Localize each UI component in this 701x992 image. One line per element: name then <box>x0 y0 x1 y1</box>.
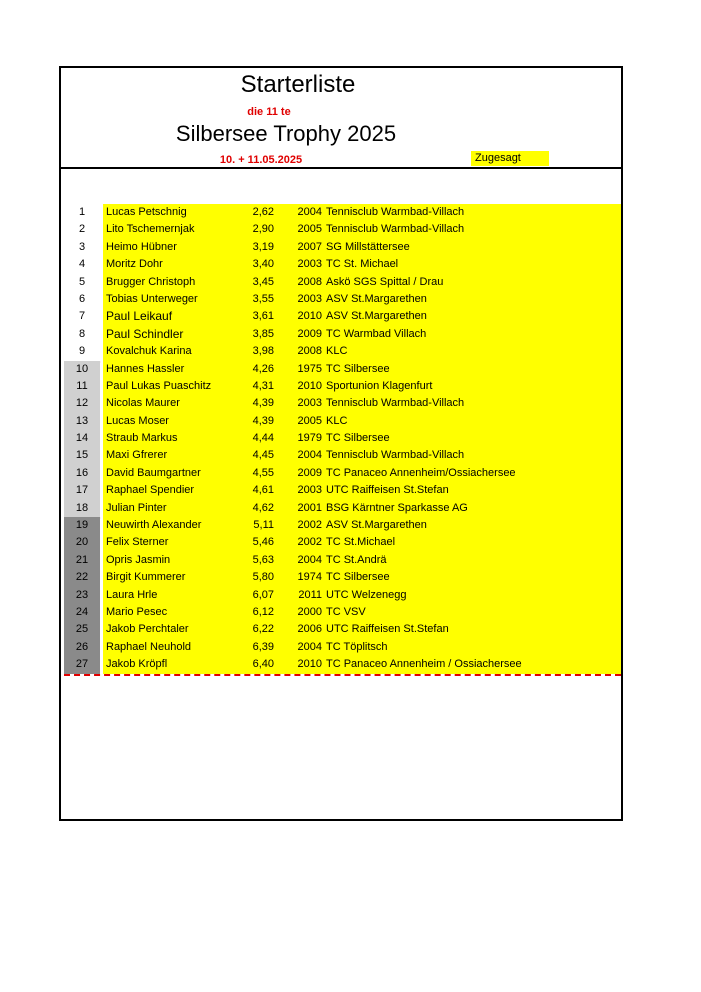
player-rating: 6,07 <box>252 588 274 601</box>
birth-year: 2010 <box>297 658 322 671</box>
player-club: KLC <box>326 345 348 358</box>
player-club: KLC <box>326 414 348 427</box>
player-club: TC Töplitsch <box>326 640 388 653</box>
player-name: Neuwirth Alexander <box>106 519 202 532</box>
rank-number: 17 <box>64 482 100 499</box>
player-rating: 2,62 <box>252 206 274 218</box>
player-club: ASV St.Margarethen <box>326 310 427 323</box>
birth-year: 2009 <box>297 466 322 479</box>
player-rating: 3,45 <box>252 275 274 288</box>
player-rating: 4,26 <box>252 362 274 375</box>
rank-number: 25 <box>64 621 100 638</box>
player-name: Raphael Spendier <box>106 484 195 497</box>
birth-year: 2000 <box>297 605 322 618</box>
player-club: TC VSV <box>326 605 366 618</box>
table-row <box>64 378 621 395</box>
table-row <box>64 221 621 238</box>
player-name: Paul Leikauf <box>106 309 173 324</box>
player-rating: 3,98 <box>252 345 274 358</box>
birth-year: 2004 <box>297 449 322 462</box>
rank-number: 19 <box>64 517 100 534</box>
birth-year: 2005 <box>297 223 322 236</box>
player-club: TC St. Michael <box>326 258 399 271</box>
rank-number: 23 <box>64 587 100 604</box>
birth-year: 2005 <box>297 414 322 427</box>
player-club: UTC Raiffeisen St.Stefan <box>326 484 449 497</box>
player-rating: 4,31 <box>252 379 274 392</box>
birth-year: 1974 <box>297 571 322 584</box>
player-rating: 3,19 <box>252 240 274 253</box>
rank-number: 18 <box>64 500 100 517</box>
player-club: UTC Welzenegg <box>326 588 407 601</box>
player-rating: 3,55 <box>252 292 274 305</box>
player-club: Sportunion Klagenfurt <box>326 379 433 392</box>
birth-year: 2006 <box>297 623 322 636</box>
table-row <box>64 569 621 586</box>
player-name: Heimo Hübner <box>106 240 177 253</box>
birth-year: 2003 <box>297 484 322 497</box>
rank-number: 12 <box>64 395 100 412</box>
table-row <box>64 639 621 656</box>
player-rating: 6,40 <box>252 658 274 671</box>
rank-number: 13 <box>64 413 100 430</box>
player-club: Askö SGS Spittal / Drau <box>326 275 444 288</box>
table-row <box>64 656 621 673</box>
player-rating: 4,39 <box>252 397 274 410</box>
player-rating: 5,63 <box>252 553 274 566</box>
birth-year: 2003 <box>297 258 322 271</box>
header-divider <box>61 167 621 169</box>
table-row <box>64 361 621 378</box>
player-name: David Baumgartner <box>106 466 201 479</box>
player-rating: 5,11 <box>253 519 274 532</box>
player-name: Nicolas Maurer <box>106 397 180 410</box>
player-club: ASV St.Margarethen <box>326 519 427 532</box>
player-name: Felix Sterner <box>106 536 169 549</box>
player-name: Mario Pesec <box>106 605 168 618</box>
player-name: Paul Schindler <box>106 326 184 341</box>
starter-list-sheet <box>59 66 623 821</box>
table-row <box>64 395 621 412</box>
page-title: Starterliste <box>240 71 356 98</box>
table-row <box>64 621 621 638</box>
player-club: TC St.Michael <box>326 536 396 549</box>
player-name: Hannes Hassler <box>106 362 185 375</box>
event-dates: 10. + 11.05.2025 <box>219 154 303 166</box>
player-rating: 6,22 <box>252 623 274 636</box>
birth-year: 2004 <box>297 553 322 566</box>
player-name: Lucas Petschnig <box>106 206 187 218</box>
rank-number: 10 <box>64 361 100 378</box>
birth-year: 1975 <box>297 362 322 375</box>
table-row <box>64 587 621 604</box>
player-rating: 4,55 <box>252 466 274 479</box>
rank-number: 27 <box>64 656 100 673</box>
player-rating: 5,46 <box>252 536 274 549</box>
table-row <box>64 552 621 569</box>
player-rating: 3,40 <box>252 258 274 271</box>
player-name: Straub Markus <box>106 432 178 445</box>
player-rating: 6,39 <box>252 640 274 653</box>
table-row <box>64 291 621 308</box>
player-name: Laura Hrle <box>106 588 158 601</box>
player-club: BSG Kärntner Sparkasse AG <box>326 501 468 514</box>
player-club: TC Panaceo Annenheim/Ossiachersee <box>326 466 516 479</box>
birth-year: 2010 <box>297 379 322 392</box>
player-name: Raphael Neuhold <box>106 640 192 653</box>
player-name: Lucas Moser <box>106 414 169 427</box>
player-name: Brugger Christoph <box>106 275 196 288</box>
player-club: SG Millstättersee <box>326 240 410 253</box>
legend-confirmed: Zugesagt <box>471 151 549 166</box>
table-row <box>64 274 621 291</box>
rank-number: 22 <box>64 569 100 586</box>
table-row <box>64 343 621 360</box>
birth-year: 2011 <box>298 588 322 601</box>
player-rating: 3,85 <box>252 327 274 340</box>
rank-number: 26 <box>64 639 100 656</box>
player-club: UTC Raiffeisen St.Stefan <box>326 623 449 636</box>
table-row <box>64 204 621 221</box>
birth-year: 2004 <box>297 206 322 218</box>
rank-number: 14 <box>64 430 100 447</box>
player-name: Opris Jasmin <box>106 553 171 566</box>
birth-year: 1979 <box>297 432 322 445</box>
rank-number: 6 <box>78 292 86 305</box>
player-club: TC St.Andrä <box>326 553 387 566</box>
player-name: Birgit Kummerer <box>106 571 186 584</box>
rank-number: 24 <box>64 604 100 621</box>
birth-year: 2002 <box>297 519 322 532</box>
table-row <box>64 256 621 273</box>
rank-number: 2 <box>78 223 86 236</box>
rank-number: 8 <box>78 327 86 340</box>
table-row <box>64 604 621 621</box>
player-rating: 3,61 <box>252 310 274 323</box>
player-name: Paul Lukas Puaschitz <box>106 379 212 392</box>
table-row <box>64 534 621 551</box>
birth-year: 2010 <box>297 310 322 323</box>
table-row <box>64 239 621 256</box>
table-row <box>64 326 621 343</box>
rank-number: 21 <box>64 552 100 569</box>
table-row <box>64 430 621 447</box>
player-name: Maxi Gfrerer <box>106 449 168 462</box>
player-name: Jakob Perchtaler <box>106 623 189 636</box>
birth-year: 2003 <box>297 397 322 410</box>
birth-year: 2003 <box>297 292 322 305</box>
table-row <box>64 482 621 499</box>
birth-year: 2001 <box>297 501 322 514</box>
event-name: Silbersee Trophy 2025 <box>175 121 397 146</box>
rank-number: 9 <box>78 345 86 358</box>
confirmed-highlight <box>103 413 621 430</box>
player-rating: 4,44 <box>252 432 274 445</box>
player-club: TC Silbersee <box>326 571 390 584</box>
table-row <box>64 500 621 517</box>
player-name: Kovalchuk Karina <box>106 345 192 358</box>
birth-year: 2008 <box>297 345 322 358</box>
player-rating: 4,45 <box>252 449 274 462</box>
player-club: ASV St.Margarethen <box>326 292 427 305</box>
player-club: TC Panaceo Annenheim / Ossiachersee <box>326 658 522 671</box>
player-name: Moritz Dohr <box>106 258 163 271</box>
rank-number: 16 <box>64 465 100 482</box>
player-club: TC Warmbad Villach <box>326 327 427 340</box>
rank-number: 1 <box>78 206 86 218</box>
group-cut-line <box>64 674 621 676</box>
birth-year: 2009 <box>297 327 322 340</box>
player-club: Tennisclub Warmbad-Villach <box>326 449 465 462</box>
player-name: Lito Tschemernjak <box>106 223 195 236</box>
player-name: Jakob Kröpfl <box>106 658 168 671</box>
birth-year: 2008 <box>297 275 322 288</box>
player-name: Julian Pinter <box>106 501 167 514</box>
rank-number: 20 <box>64 534 100 551</box>
birth-year: 2007 <box>297 240 322 253</box>
rank-number: 5 <box>78 275 86 288</box>
player-rating: 2,90 <box>252 223 274 236</box>
table-row <box>64 465 621 482</box>
table-row <box>64 308 621 325</box>
player-club: TC Silbersee <box>326 432 390 445</box>
rank-number: 7 <box>78 310 86 323</box>
edition-subtitle: die 11 te <box>247 106 291 118</box>
player-club: TC Silbersee <box>326 362 390 375</box>
player-rating: 4,61 <box>252 484 274 497</box>
rank-number: 15 <box>64 447 100 464</box>
player-rating: 6,12 <box>252 605 274 618</box>
player-name: Tobias Unterweger <box>106 292 198 305</box>
rank-number: 3 <box>78 240 86 253</box>
player-club: Tennisclub Warmbad-Villach <box>326 397 465 410</box>
player-rating: 4,62 <box>252 501 274 514</box>
player-club: Tennisclub Warmbad-Villach <box>326 223 465 236</box>
birth-year: 2002 <box>297 536 322 549</box>
birth-year: 2004 <box>297 640 322 653</box>
table-row <box>64 413 621 430</box>
starter-table <box>64 204 621 674</box>
player-club: Tennisclub Warmbad-Villach <box>326 206 465 218</box>
table-row <box>64 447 621 464</box>
rank-number: 4 <box>78 258 86 271</box>
player-rating: 5,80 <box>252 571 274 584</box>
rank-number: 11 <box>64 378 100 395</box>
table-row <box>64 517 621 534</box>
player-rating: 4,39 <box>252 414 274 427</box>
